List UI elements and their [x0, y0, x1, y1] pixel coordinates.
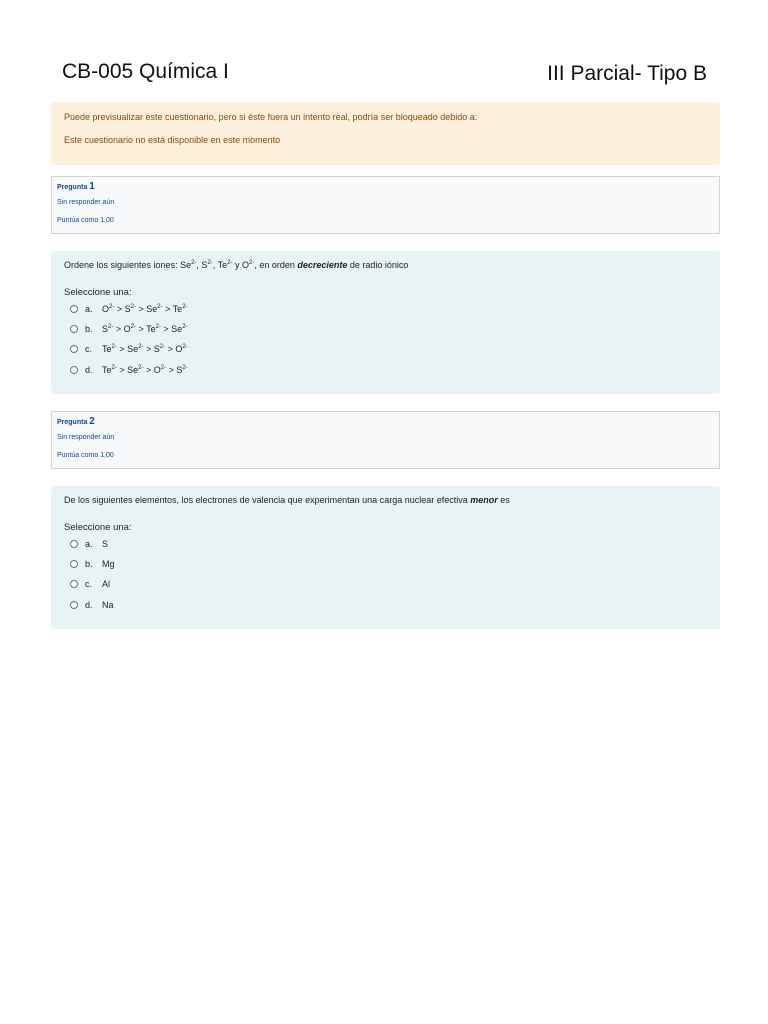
question-number: 2 — [89, 416, 95, 427]
answer-letter: d. — [85, 365, 93, 375]
question-label-text: Pregunta — [57, 419, 88, 426]
superscript-charge: 2- — [111, 365, 117, 371]
radio-button[interactable] — [70, 560, 78, 568]
question-grade: Puntúa como 1,00 — [57, 452, 114, 459]
answer-letter: b. — [85, 324, 93, 334]
answer-option-c[interactable] — [70, 343, 188, 355]
superscript-charge: 2- — [191, 260, 197, 266]
question-text: Ordene los siguientes iones: $Se^{2-}$, $S^{2-}$, $Te^{2-}$ y $O^{2-}$, en orden decreciente de radio iónico — [64, 260, 409, 270]
superscript-charge: 2- — [108, 324, 114, 330]
superscript-charge: 2- — [160, 365, 167, 371]
question-state: Sin responder aún — [57, 199, 115, 206]
preview-warning-box — [51, 102, 720, 165]
warning-message: Puede previsualizar este cuestionario, pero si éste fuera un intento real, podría ser bloqueado debido a: — [64, 112, 478, 122]
radio-button[interactable] — [70, 601, 78, 609]
superscript-charge: 2- — [111, 344, 117, 350]
superscript-charge: 2- — [182, 344, 188, 350]
answer-text: $O^{2-} > S^{2-} > Se^{2-} > Te^{2-}$ — [102, 304, 188, 314]
answer-text: Na — [102, 600, 114, 610]
question-2-info — [51, 411, 720, 469]
superscript-charge: 2- — [157, 304, 163, 310]
superscript-charge: 2- — [182, 304, 188, 310]
answer-letter: b. — [85, 559, 93, 569]
question-1-content — [51, 251, 720, 394]
answer-letter: c. — [85, 579, 93, 589]
question-text: De los siguientes elementos, los electrones de valencia que experimentan una carga nuclear efectiva menor es — [64, 495, 510, 505]
answer-option-b[interactable] — [70, 558, 115, 570]
question-label — [57, 416, 95, 427]
answer-letter: c. — [85, 344, 93, 354]
answer-option-b[interactable] — [70, 323, 188, 335]
answer-letter: d. — [85, 600, 93, 610]
answer-option-c[interactable] — [70, 578, 110, 590]
question-state: Sin responder aún — [57, 434, 115, 441]
answer-text: $S^{2-} > O^{2-} > Te^{2-} > Se^{2-}$ — [102, 324, 188, 334]
question-grade: Puntúa como 1,00 — [57, 217, 114, 224]
question-number: 1 — [89, 181, 95, 192]
answer-prompt: Seleccione una: — [64, 522, 132, 533]
answer-letter: a. — [85, 304, 93, 314]
radio-button[interactable] — [70, 540, 78, 548]
emphasis-text: menor — [470, 495, 498, 505]
superscript-charge: 2- — [248, 260, 255, 266]
superscript-charge: 2- — [182, 324, 188, 330]
course-title: CB-005 Química I — [62, 60, 229, 83]
radio-button[interactable] — [70, 366, 78, 374]
superscript-charge: 2- — [130, 304, 136, 310]
radio-button[interactable] — [70, 325, 78, 333]
answer-text: $Te^{2-} > Se^{2-} > S^{2-} > O^{2-}$ — [102, 344, 188, 354]
answer-text: S — [102, 539, 109, 549]
emphasis-text: decreciente — [297, 260, 348, 270]
answer-option-a[interactable] — [70, 303, 188, 315]
radio-button[interactable] — [70, 345, 78, 353]
superscript-charge: 2- — [159, 344, 166, 350]
superscript-charge: 2- — [182, 365, 188, 371]
question-2-content — [51, 486, 720, 629]
answer-text: Mg — [102, 559, 115, 569]
question-1-info — [51, 176, 720, 234]
superscript-charge: 2- — [138, 365, 144, 371]
question-label-text: Pregunta — [57, 184, 88, 191]
superscript-charge: 2- — [207, 260, 213, 266]
answer-letter: a. — [85, 539, 93, 549]
superscript-charge: 2- — [227, 260, 233, 266]
answer-option-d[interactable] — [70, 364, 188, 376]
answer-prompt: Seleccione una: — [64, 287, 132, 298]
document-header — [62, 60, 707, 92]
warning-reason: Este cuestionario no está disponible en este momento — [64, 135, 281, 145]
superscript-charge: 2- — [130, 324, 136, 330]
exam-title: III Parcial- Tipo B — [547, 62, 707, 85]
answer-text: Al — [102, 579, 111, 589]
radio-button[interactable] — [70, 580, 78, 588]
radio-button[interactable] — [70, 305, 78, 313]
answer-option-d[interactable] — [70, 599, 114, 611]
superscript-charge: 2- — [138, 344, 144, 350]
superscript-charge: 2- — [109, 304, 115, 310]
answer-text: $Te^{2-} > Se^{2-} > O^{2-} > S^{2-}$ — [102, 365, 188, 375]
question-label — [57, 181, 95, 192]
answer-option-a[interactable] — [70, 538, 108, 550]
superscript-charge: 2- — [155, 324, 161, 330]
